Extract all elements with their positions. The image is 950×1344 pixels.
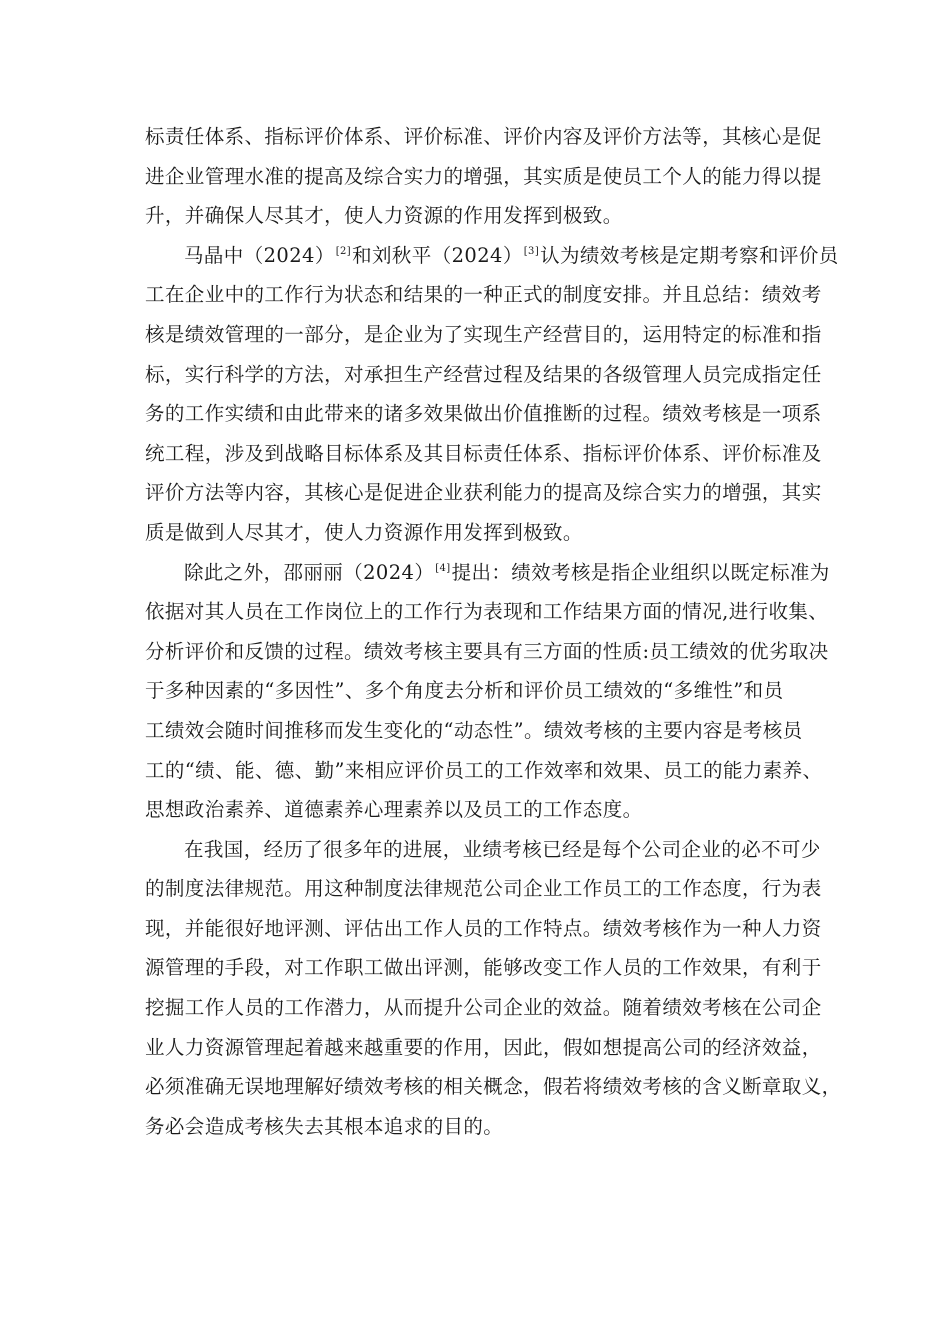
citation-marker: [3] <box>523 245 540 257</box>
text-line: 源管理的手段，对工作职工做出评测，能够改变工作人员的工作效果，有利于 <box>145 956 822 980</box>
text-run: 除此之外，邵丽丽（2024） <box>184 560 435 584</box>
text-line: 升，并确保人尽其才，使人力资源的作用发挥到极致。 <box>145 204 623 228</box>
text-line: 工的“绩、能、德、勤”来相应评价员工的工作效率和效果、员工的能力素养、 <box>145 758 823 782</box>
text-line: 质是做到人尽其才，使人力资源作用发挥到极致。 <box>145 520 583 544</box>
citation-marker: [2] <box>335 245 352 257</box>
text-line: 挖掘工作人员的工作潜力，从而提升公司企业的效益。随着绩效考核在公司企 <box>145 996 822 1020</box>
paragraph-2 <box>145 236 839 553</box>
body-text <box>145 117 842 1146</box>
text-line: 依据对其人员在工作岗位上的工作行为表现和工作结果方面的情况,进行收集、 <box>145 600 829 624</box>
text-line: 在我国，经历了很多年的进展，业绩考核已经是每个公司企业的必不可少 <box>184 837 821 861</box>
text-line: 标责任体系、指标评价体系、评价标准、评价内容及评价方法等，其核心是促 <box>145 125 822 148</box>
text-line: 分析评价和反馈的过程。绩效考核主要具有三方面的性质:员工绩效的优劣取决 <box>145 639 829 663</box>
text-run: 提出：绩效考核是指企业组织以既定标准为 <box>451 560 830 584</box>
text-line <box>145 553 830 593</box>
paragraph-4 <box>145 830 842 1147</box>
text-line: 核是绩效管理的一部分，是企业为了实现生产经营目的，运用特定的标准和指 <box>145 322 822 346</box>
paragraph-3 <box>145 553 830 830</box>
text-line: 进企业管理水准的提高及综合实力的增强，其实质是使员工个人的能力得以提 <box>145 164 822 188</box>
text-run: 马晶中（2024） <box>184 243 335 267</box>
text-line: 思想政治素养、道德素养心理素养以及员工的工作态度。 <box>145 798 643 822</box>
text-run: 认为绩效考核是定期考察和评价员 <box>540 243 839 267</box>
paragraph-1 <box>145 117 830 236</box>
text-line: 于多种因素的“多因性”、多个角度去分析和评价员工绩效的“多维性”和员 <box>145 679 784 703</box>
text-line: 统工程，涉及到战略目标体系及其目标责任体系、指标评价体系、评价标准及 <box>145 441 822 465</box>
text-run: 和刘秋平（2024） <box>352 243 523 267</box>
text-line: 业人力资源管理起着越来越重要的作用，因此，假如想提高公司的经济效益， <box>145 1035 822 1059</box>
text-line <box>145 236 839 276</box>
text-line: 现，并能很好地评测、评估出工作人员的工作特点。绩效考核作为一种人力资 <box>145 916 822 940</box>
text-line: 工在企业中的工作行为状态和结果的一种正式的制度安排。并且总结：绩效考 <box>145 283 822 307</box>
text-line: 的制度法律规范。用这种制度法律规范公司企业工作员工的工作态度，行为表 <box>145 877 822 901</box>
text-line: 评价方法等内容，其核心是促进企业获利能力的提高及综合实力的增强，其实 <box>145 481 822 505</box>
text-line: 必须准确无误地理解好绩效考核的相关概念，假若将绩效考核的含义断章取义， <box>145 1075 842 1099</box>
text-line: 务必会造成考核失去其根本追求的目的。 <box>145 1114 504 1138</box>
citation-marker: [4] <box>435 562 451 574</box>
text-line: 标，实行科学的方法，对承担生产经营过程及结果的各级管理人员完成指定任 <box>145 362 822 386</box>
text-line: 务的工作实绩和由此带来的诸多效果做出价值推断的过程。绩效考核是一项系 <box>145 402 822 426</box>
text-line: 工绩效会随时间推移而发生变化的“动态性”。绩效考核的主要内容是考核员 <box>145 718 803 742</box>
